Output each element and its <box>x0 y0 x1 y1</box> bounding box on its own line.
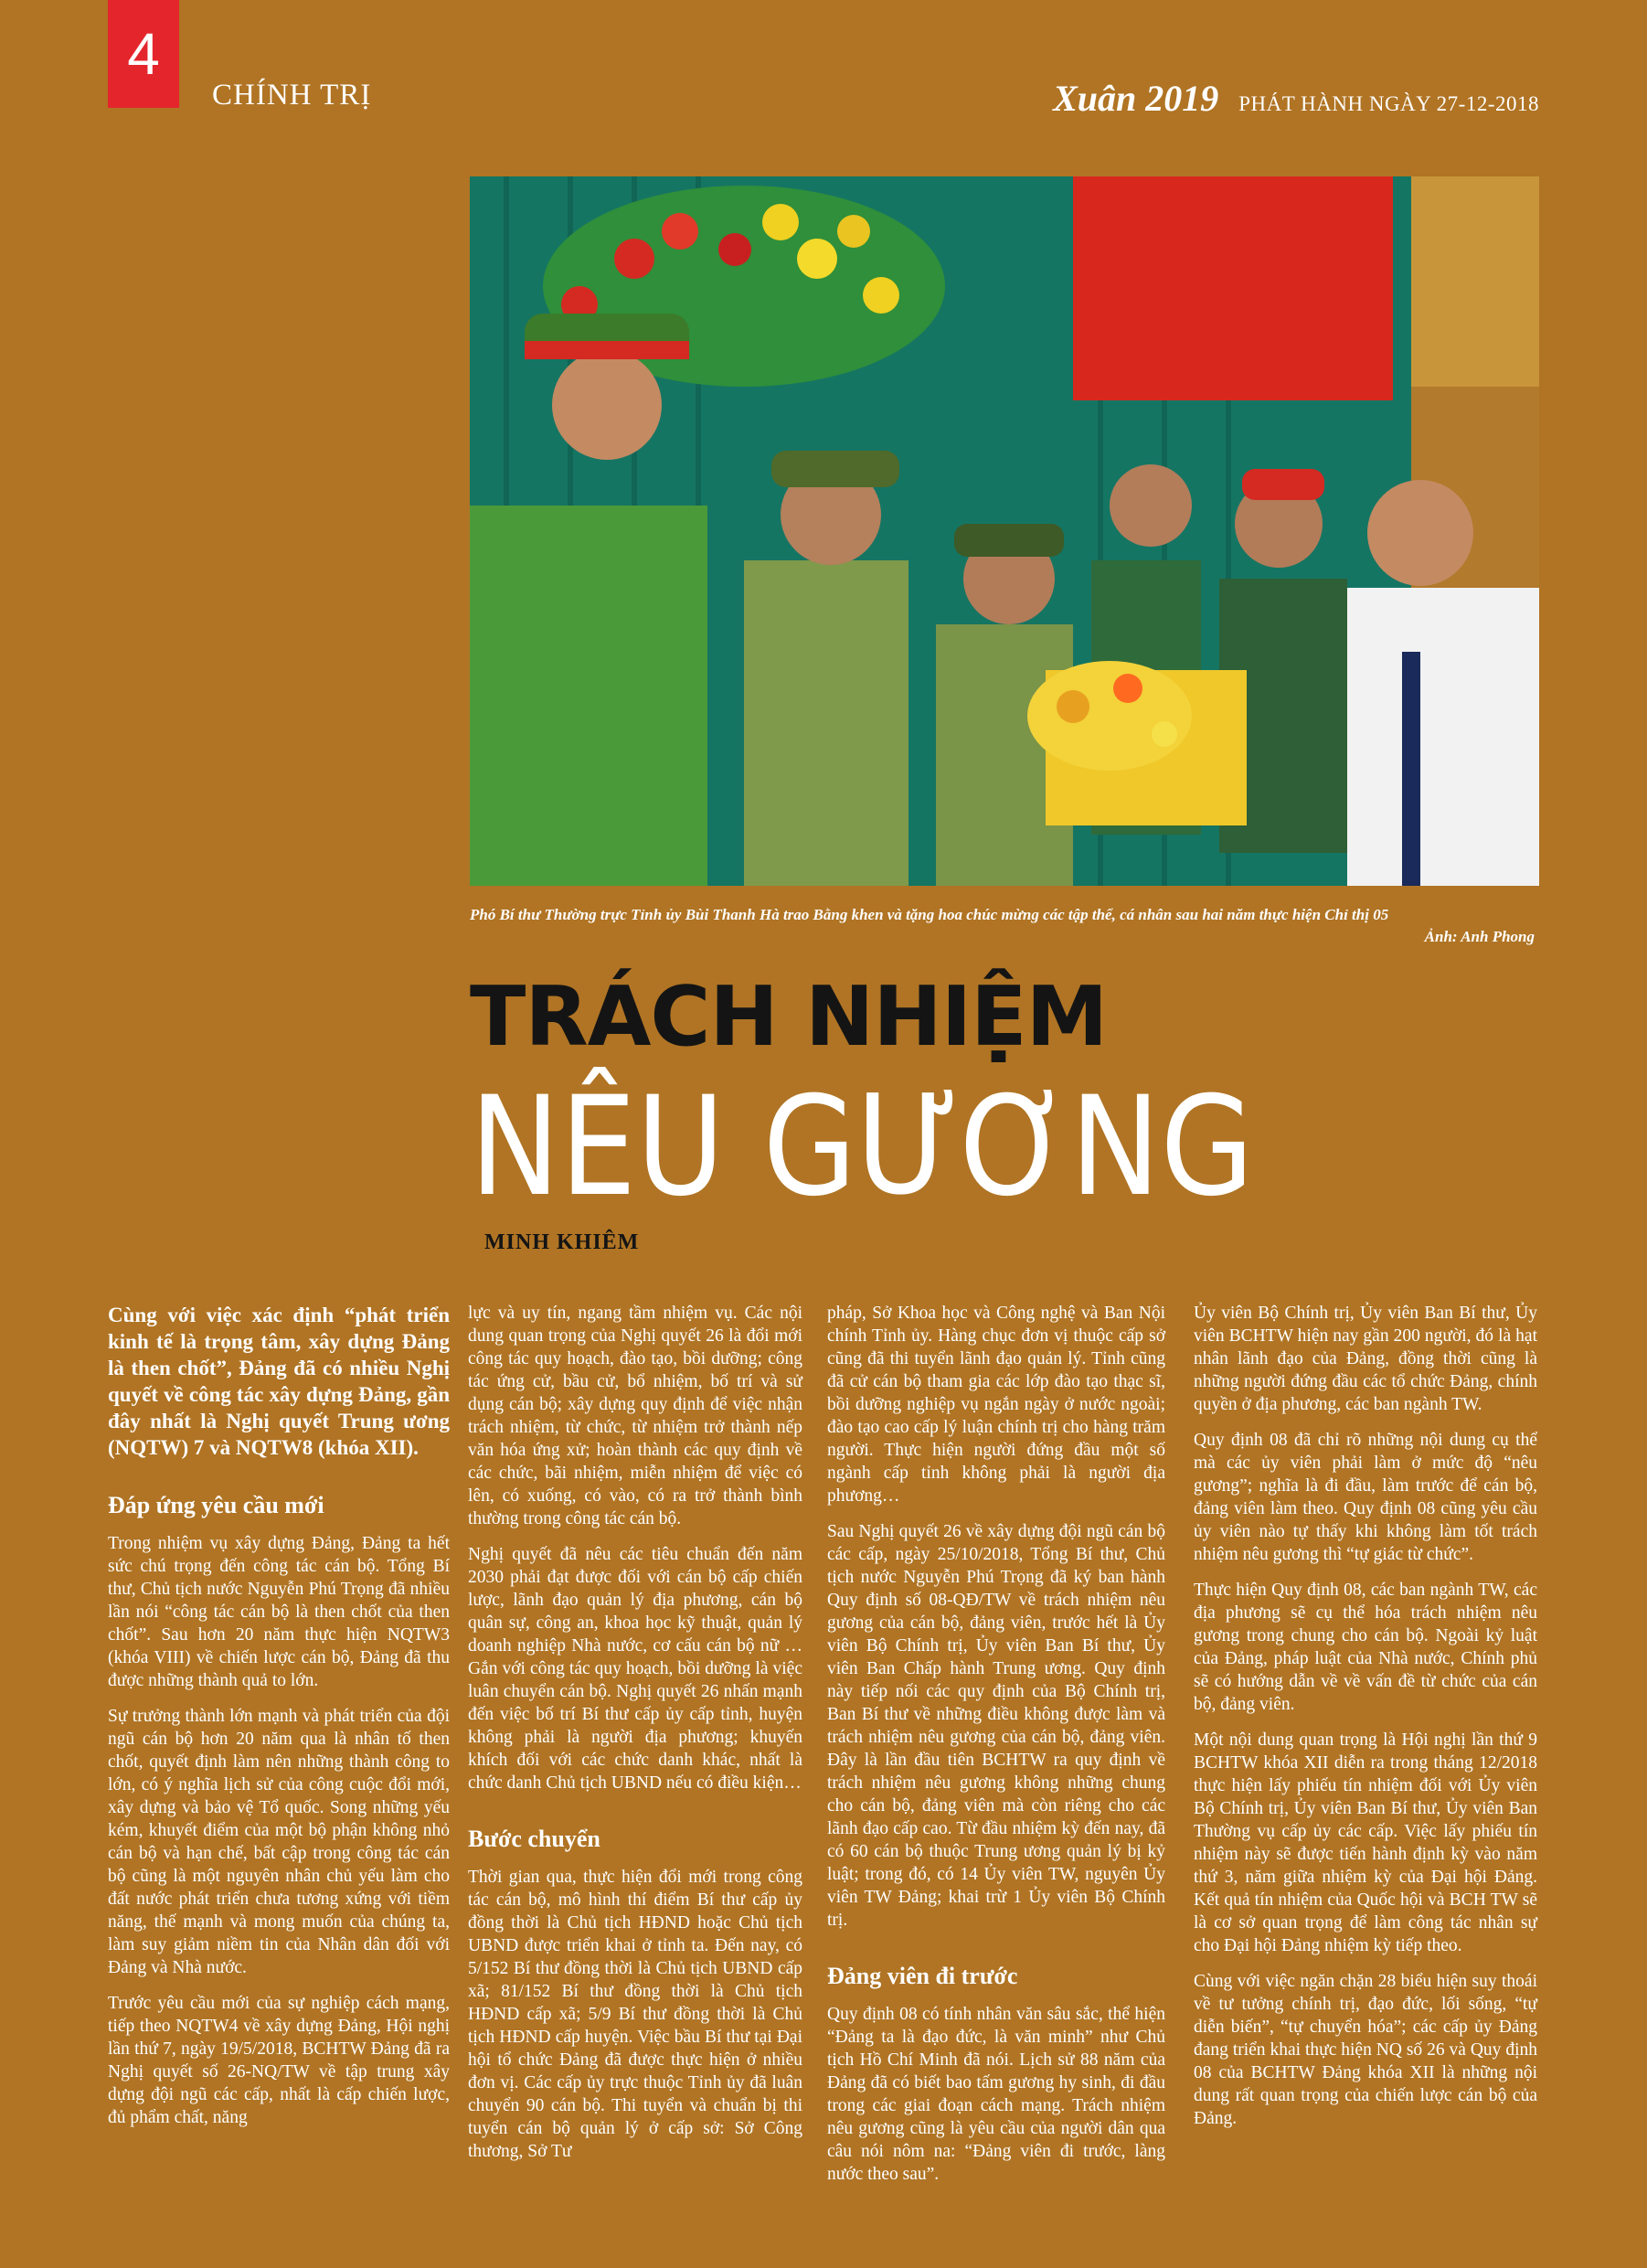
paragraph: Trước yêu cầu mới của sự nghiệp cách mạng, tiếp theo NQTW4 về xây dựng Đảng, Hội nghị lần thứ 7, ngày 19/5/2018, BCHTW Đảng đã ra Nghị quyết số 26-NQ/TW về tập trung xây dựng đội ngũ các cấp, nhất là cấp chiến lược, đủ phẩm chất, năng <box>108 1994 450 2127</box>
paragraph: Quy định 08 có tính nhân văn sâu sắc, thể hiện “Đảng ta là đạo đức, là văn minh” như Chủ tịch Hồ Chí Minh đã nói. Lịch sử 88 năm của Đảng đã có biết bao tấm gương hy sinh, đi đầu trong các giai đoạn cách mạng. Trách nhiệm nêu gương cũng là yêu cầu của người dân qua câu nói nôm na: “Đảng viên đi trước, làng nước theo sau”. <box>827 2005 1165 2184</box>
paragraph: Một nội dung quan trọng là Hội nghị lần thứ 9 BCHTW khóa XII diễn ra trong tháng 12/2018 thực hiện lấy phiếu tín nhiệm đối với Ủy viên Bộ Chính trị, Ủy viên Ban Bí thư, Ủy viên Ban Thường vụ cấp ủy các cấp. Việc lấy phiếu tín nhiệm này sẽ được tiến hành định kỳ vào năm thứ 3, năm giữa nhiệm kỳ của Đại hội Đảng. Kết quả tín nhiệm của Quốc hội và BCH TW sẽ là cơ sở quan trọng để làm công tác nhân sự cho Đại hội Đảng nhiệm kỳ tiếp theo. <box>1194 1730 1537 1955</box>
paragraph: Quy định 08 đã chỉ rõ những nội dung cụ thể mà các ủy viên phải làm ở mức độ “nêu gương”; nghĩa là đi đầu, làm trước để cán bộ, đảng viên làm theo. Quy định 08 cũng yêu cầu ủy viên nào tự thấy khi không làm tốt trách nhiệm nêu gương thì “tự giác từ chức”. <box>1194 1431 1537 1564</box>
subheading: Đáp ứng yêu cầu mới <box>108 1492 324 1518</box>
issue-name: Xuân 2019 <box>1053 78 1219 119</box>
paragraph: Thực hiện Quy định 08, các ban ngành TW, các địa phương sẽ cụ thể hóa trách nhiệm nêu gương trong chung cho cán bộ. Ngoài kỷ luật của Đảng, pháp luật của Nhà nước, Chính phủ sẽ có hướng dẫn về về vấn đề từ chức của cán bộ, đảng viên. <box>1194 1581 1537 1714</box>
paragraph: Thời gian qua, thực hiện đổi mới trong công tác cán bộ, mô hình thí điểm Bí thư cấp ủy đồng thời là Chủ tịch HĐND hoặc Chủ tịch UBND được triển khai ở tỉnh ta. Đến nay, có 5/152 Bí thư đồng thời là Chủ tịch UBND cấp xã; 81/152 Bí thư đồng thời là Chủ tịch HĐND cấp xã; 5/9 Bí thư đồng thời là Chủ tịch HĐND cấp huyện. Việc bầu Bí thư tại Đại hội tổ chức Đảng đã được thực hiện ở nhiều đơn vị. Các cấp ủy trực thuộc Tỉnh ủy đã luân chuyển 90 cán bộ. Thi tuyển và chuẩn bị thi tuyển cán bộ quản lý ở cấp sở: Sở Công thương, Sở Tư <box>468 1868 802 2161</box>
article-column-2 <box>468 1302 802 2176</box>
paragraph: Trong nhiệm vụ xây dựng Đảng, Đảng ta hết sức chú trọng đến công tác cán bộ. Tổng Bí thư, Chủ tịch nước Nguyễn Phú Trọng đã nhiều lần nói “công tác cán bộ là then chốt của then chốt”. Sau hơn 20 năm thực hiện NQTW3 (khóa VIII) về chiến lược cán bộ, Đảng đã thu được những thành quả to lớn. <box>108 1534 450 1690</box>
article-column-3 <box>827 1302 1165 2199</box>
article-column-4 <box>1194 1302 1537 2143</box>
paragraph: pháp, Sở Khoa học và Công nghệ và Ban Nội chính Tỉnh ủy. Hàng chục đơn vị thuộc cấp sở cũng đã thi tuyển lãnh đạo quản lý. Tỉnh cũng đã cử cán bộ tham gia các lớp đào tạo thạc sĩ, bồi dưỡng nghiệp vụ ngắn ngày ở nước ngoài; đào tạo cao cấp lý luận chính trị cho hàng trăm người. Thực hiện người đứng đầu một số ngành cấp tỉnh không phải là người địa phương… <box>827 1304 1165 1506</box>
photo-illustration <box>470 176 1539 886</box>
article-photo <box>470 176 1539 886</box>
paragraph: Nghị quyết đã nêu các tiêu chuẩn đến năm 2030 phải đạt được đối với cán bộ cấp chiến lược, lãnh đạo quản lý địa phương, cán bộ quân sự, công an, khoa học kỹ thuật, quản lý doanh nghiệp Nhà nước, cơ cấu cán bộ nữ … Gắn với công tác quy hoạch, bồi dưỡng là việc luân chuyển cán bộ. Nghị quyết 26 nhấn mạnh đến việc bố trí Bí thư cấp ủy cấp tỉnh, huyện không phải là người địa phương; khuyến khích đối với các chức danh khác, nhất là chức danh Chủ tịch UBND nếu có điều kiện… <box>468 1545 802 1793</box>
headline-line-1: TRÁCH NHIỆM <box>470 969 1108 1065</box>
photo-credit: Ảnh: Anh Phong <box>1424 928 1535 945</box>
caption-text: Phó Bí thư Thường trực Tỉnh ủy Bùi Thanh Hà trao Bằng khen và tặng hoa chúc mừng các tập thể, cá nhân sau hai năm thực hiện Chỉ thị 05 <box>470 906 1389 923</box>
photo-caption <box>470 904 1535 948</box>
issue-info <box>1053 77 1539 120</box>
lead-paragraph: Cùng với việc xác định “phát triển kinh tế là trọng tâm, xây dựng Đảng là then chốt”, Đảng đã có nhiều Nghị quyết về công tác xây dựng Đảng, gần đây nhất là Nghị quyết Trung ương (NQTW) 7 và NQTW8 (khóa XII). <box>108 1304 450 1459</box>
section-title: CHÍNH TRỊ <box>212 79 372 112</box>
article-column-1 <box>108 1302 450 2142</box>
paragraph: Cùng với việc ngăn chặn 28 biểu hiện suy thoái về tư tưởng chính trị, đạo đức, lối sống, “tự diễn biến”, “tự chuyển hóa”; các cấp ủy Đảng đang triển khai thực hiện NQ số 26 và Quy định 08 của BCHTW Đảng khóa XII là những nội dung rất quan trọng của chiến lược cán bộ của Đảng. <box>1194 1972 1537 2128</box>
byline: MINH KHIÊM <box>484 1230 640 1254</box>
subheading: Đảng viên đi trước <box>827 1963 1018 1989</box>
subheading: Bước chuyển <box>468 1826 600 1852</box>
paragraph: Ủy viên Bộ Chính trị, Ủy viên Ban Bí thư, Ủy viên BCHTW hiện nay gần 200 người, đó là hạt nhân lãnh đạo của Đảng, đồng thời cũng là những người đứng đầu các tổ chức Đảng, chính quyền ở địa phương, các ban ngành TW. <box>1194 1304 1537 1414</box>
paragraph: Sau Nghị quyết 26 về xây dựng đội ngũ cán bộ các cấp, ngày 25/10/2018, Tổng Bí thư, Chủ tịch nước Nguyễn Phú Trọng đã ký ban hành Quy định số 08-QĐ/TW về trách nhiệm nêu gương của cán bộ, đảng viên, trước hết là Ủy viên Bộ Chính trị, Ủy viên Ban Bí thư, Ủy viên Ban Chấp hành Trung ương. Quy định này tiếp nối các quy định của Bộ Chính trị, Ban Bí thư về những điều không được làm và trách nhiệm nêu gương của cán bộ, đảng viên. Đây là lần đầu tiên BCHTW ra quy định về trách nhiệm nêu gương không những chung cho cán bộ, đảng viên mà còn riêng cho các lãnh đạo cấp cao. Từ đầu nhiệm kỳ đến nay, đã có 60 cán bộ thuộc Trung ương quản lý bị kỷ luật; trong đó, có 14 Ủy viên TW, nguyên Ủy viên TW Đảng; khai trừ 1 Ủy viên Bộ Chính trị. <box>827 1522 1165 1930</box>
page-number: 4 <box>127 21 160 87</box>
headline-line-2: NÊU GƯƠNG <box>470 1068 1254 1227</box>
paragraph: lực và uy tín, ngang tầm nhiệm vụ. Các nội dung quan trọng của Nghị quyết 26 là đổi mới công tác quy hoạch, đào tạo, bồi dưỡng; công tác ứng cử, bầu cử, bổ nhiệm, bố trí và sử dụng cán bộ; xây dựng quy định để việc nhận trách nhiệm, từ chức, từ nhiệm trở thành nếp văn hóa ứng xử; hoàn thành các quy định về các chức, bãi nhiệm, miễn nhiệm để việc có lên, có xuống, có vào, có ra trở thành bình thường trong công tác cán bộ. <box>468 1304 802 1528</box>
page-number-badge <box>108 0 179 108</box>
issue-date: PHÁT HÀNH NGÀY 27-12-2018 <box>1238 92 1539 115</box>
paragraph: Sự trưởng thành lớn mạnh và phát triển của đội ngũ cán bộ hơn 20 năm qua là nhân tố then chốt, quyết định làm nên những thành công to lớn, có ý nghĩa lịch sử của công cuộc đổi mới, xây dựng và bảo vệ Tổ quốc. Song những yếu kém, khuyết điểm của một bộ phận không nhỏ cán bộ và hạn chế, bất cập trong công tác cán bộ cũng là một nguyên nhân chủ yếu làm cho đất nước phát triển chưa tương xứng với tiềm năng, thế mạnh và mong muốn của chúng ta, làm suy giảm niềm tin của Nhân dân đối với Đảng và Nhà nước. <box>108 1707 450 1977</box>
